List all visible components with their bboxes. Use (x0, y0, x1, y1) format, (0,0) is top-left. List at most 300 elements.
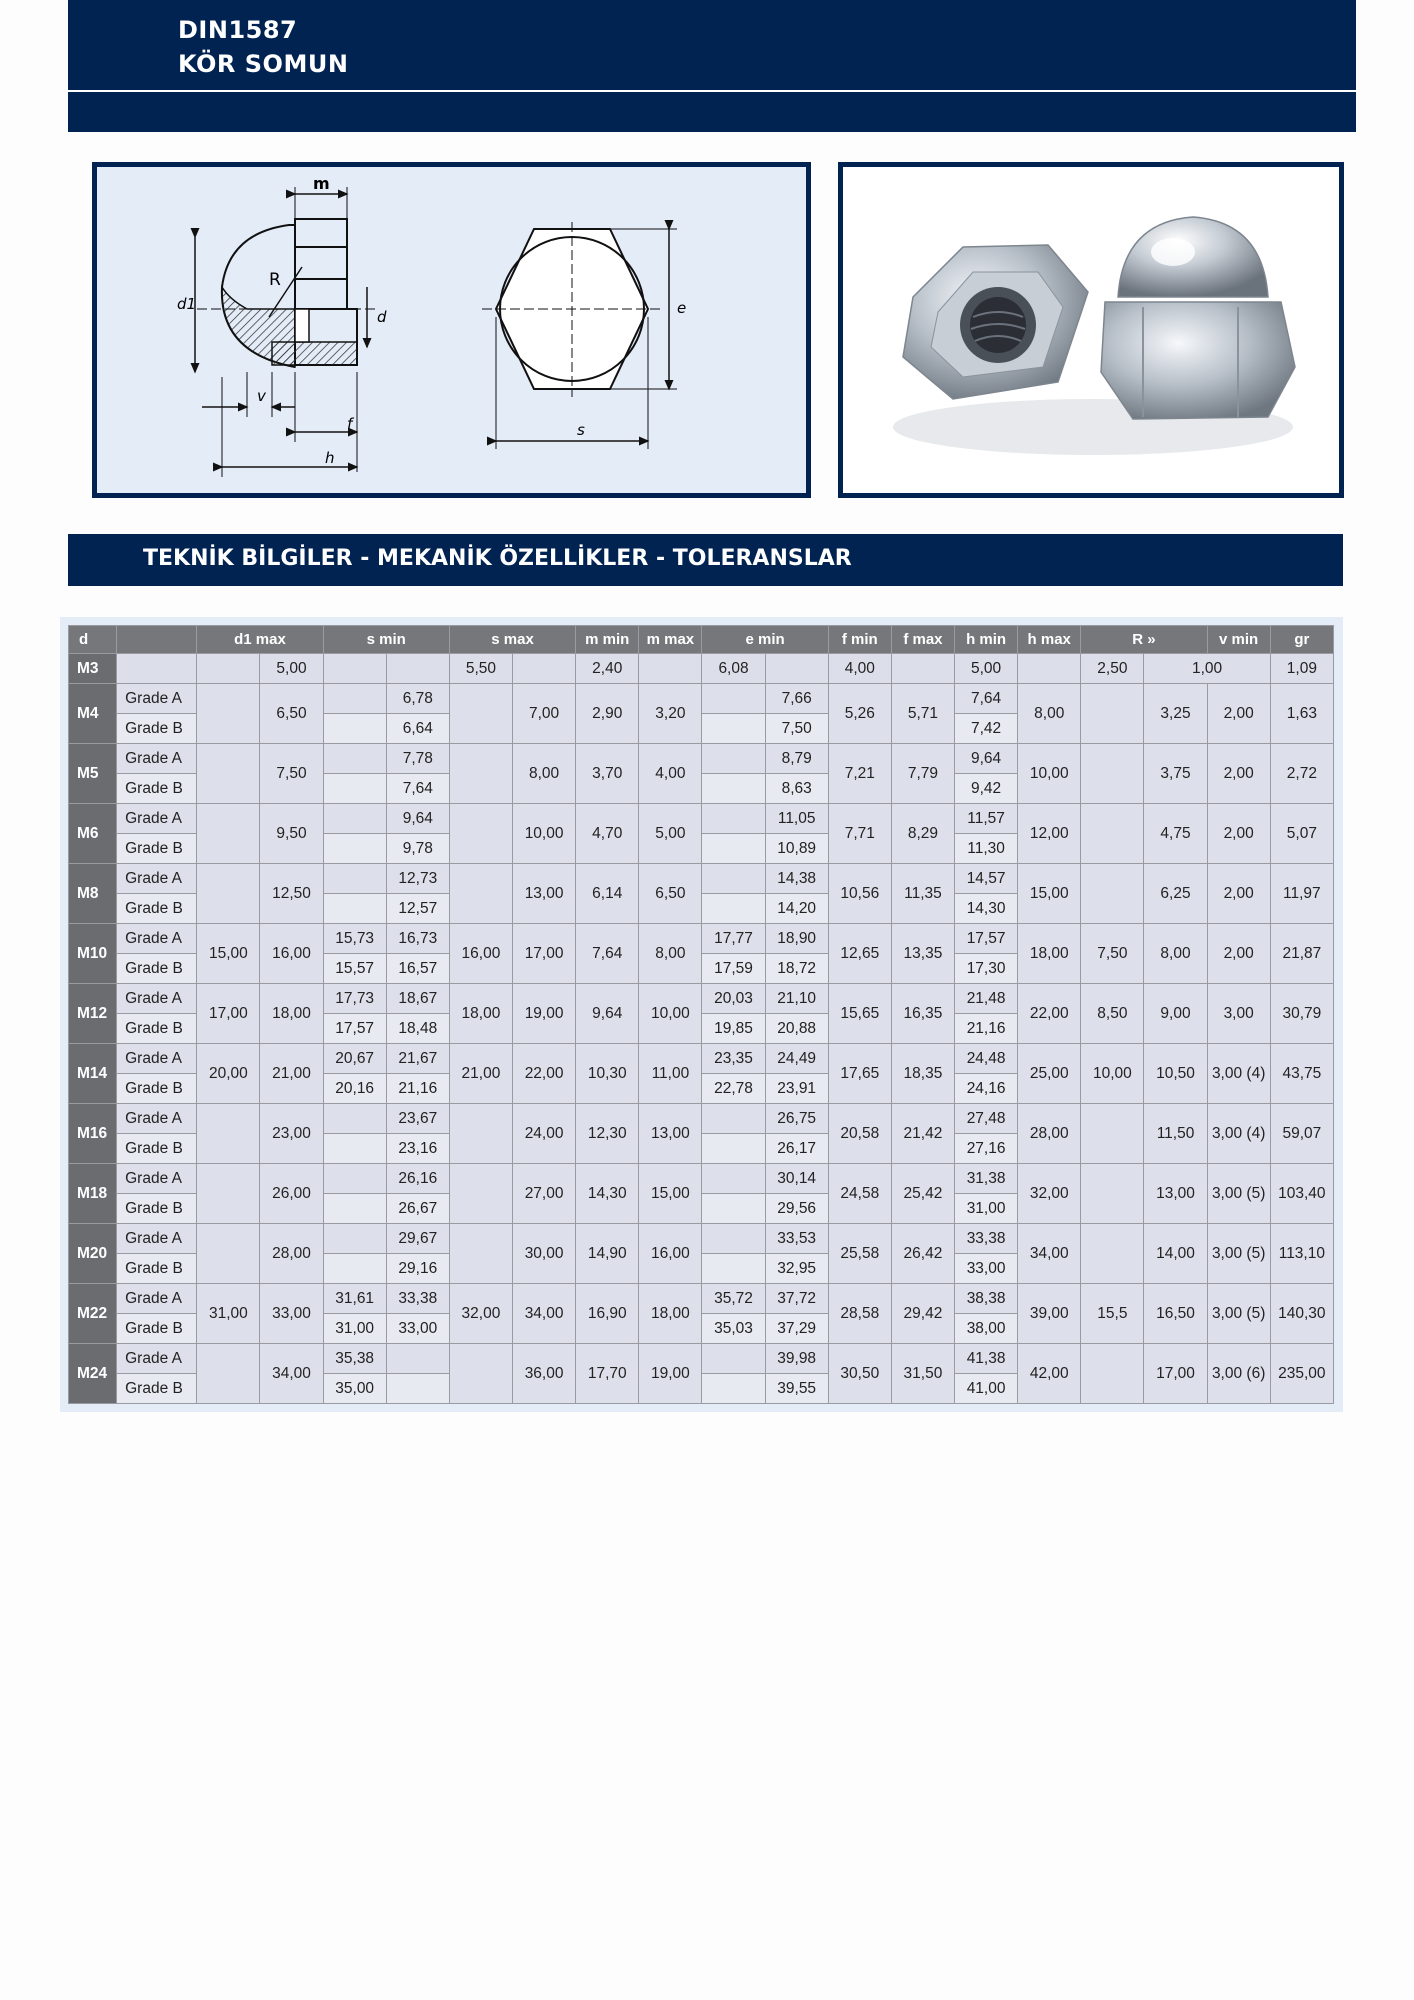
cell-grade: Grade A (117, 1044, 197, 1074)
cell-value (1081, 1104, 1144, 1164)
cell-value: 9,78 (386, 834, 449, 864)
cell-value (891, 654, 954, 684)
cell-value: 21,87 (1270, 924, 1333, 984)
cell-value (323, 804, 386, 834)
col-s-max: s max (449, 626, 575, 654)
col-e-min: e min (702, 626, 828, 654)
cell-value (197, 684, 260, 744)
label-e: e (677, 299, 687, 317)
cell-value: 2,00 (1207, 804, 1270, 864)
cell-value: 14,20 (765, 894, 828, 924)
cell-value: 30,14 (765, 1164, 828, 1194)
cell-value: 29,42 (891, 1284, 954, 1344)
cell-size: M18 (69, 1164, 117, 1224)
table-row (69, 1104, 1334, 1134)
cell-value: 7,78 (386, 744, 449, 774)
cell-value (702, 744, 765, 774)
cell-value: 18,00 (1018, 924, 1081, 984)
cell-value: 35,00 (323, 1374, 386, 1404)
cell-value: 3,00 (5) (1207, 1224, 1270, 1284)
col-f-min: f min (828, 626, 891, 654)
table-row (69, 1164, 1334, 1194)
cell-value: 39,98 (765, 1344, 828, 1374)
table-row (69, 864, 1334, 894)
cell-value: 2,00 (1207, 924, 1270, 984)
cell-value (702, 1374, 765, 1404)
table-row (69, 654, 1334, 684)
cell-value (702, 1224, 765, 1254)
cell-value: 11,50 (1144, 1104, 1207, 1164)
cell-size: M24 (69, 1344, 117, 1404)
cell-grade: Grade B (117, 1374, 197, 1404)
table-row (69, 804, 1334, 834)
cell-value: 35,03 (702, 1314, 765, 1344)
cell-value: 27,16 (955, 1134, 1018, 1164)
cell-value: 20,67 (323, 1044, 386, 1074)
cell-value: 12,65 (828, 924, 891, 984)
cell-value: 41,00 (955, 1374, 1018, 1404)
cell-value (702, 1344, 765, 1374)
cell-grade: Grade B (117, 1014, 197, 1044)
cell-value (197, 1164, 260, 1224)
cell-value: 7,50 (260, 744, 323, 804)
table-row (69, 1344, 1334, 1374)
cell-value (765, 654, 828, 684)
cell-value: 16,00 (639, 1224, 702, 1284)
cell-value: 19,00 (639, 1344, 702, 1404)
cell-value: 8,00 (1018, 684, 1081, 744)
cell-value (1081, 1164, 1144, 1224)
cell-value (197, 744, 260, 804)
cell-value: 6,50 (260, 684, 323, 744)
cell-value: 28,00 (1018, 1104, 1081, 1164)
cell-grade: Grade B (117, 954, 197, 984)
cell-grade (117, 654, 197, 684)
col-v-min: v min (1207, 626, 1270, 654)
cell-value: 23,16 (386, 1134, 449, 1164)
cell-value: 38,38 (955, 1284, 1018, 1314)
cell-value: 103,40 (1270, 1164, 1333, 1224)
cell-value: 16,90 (576, 1284, 639, 1344)
cell-value: 18,48 (386, 1014, 449, 1044)
cell-value (702, 714, 765, 744)
cell-value: 9,00 (1144, 984, 1207, 1044)
cell-value: 20,88 (765, 1014, 828, 1044)
cell-grade: Grade A (117, 804, 197, 834)
cell-value: 12,00 (1018, 804, 1081, 864)
cell-value: 17,00 (197, 984, 260, 1044)
cell-grade: Grade A (117, 924, 197, 954)
cell-value: 16,57 (386, 954, 449, 984)
section-title: TEKNİK BİLGİLER - MEKANİK ÖZELLİKLER - TOLERANSLAR (143, 546, 852, 571)
cap-nut-photo (843, 167, 1339, 493)
cell-value: 24,58 (828, 1164, 891, 1224)
cell-grade: Grade A (117, 864, 197, 894)
cell-value: 26,00 (260, 1164, 323, 1224)
cell-grade: Grade B (117, 1254, 197, 1284)
cell-value: 37,29 (765, 1314, 828, 1344)
cell-value: 26,42 (891, 1224, 954, 1284)
label-d1: d1 (177, 295, 197, 313)
cell-value: 140,30 (1270, 1284, 1333, 1344)
cell-grade: Grade A (117, 1164, 197, 1194)
label-v: v (257, 387, 266, 405)
col-h-max: h max (1018, 626, 1081, 654)
cell-value (1081, 804, 1144, 864)
technical-drawing (92, 162, 811, 498)
cell-value: 10,00 (513, 804, 576, 864)
cell-value (386, 654, 449, 684)
cell-value: 7,64 (955, 684, 1018, 714)
cell-value: 34,00 (1018, 1224, 1081, 1284)
table-row (69, 984, 1334, 1014)
product-name: KÖR SOMUN (178, 50, 349, 78)
cell-value (386, 1374, 449, 1404)
cell-value: 10,30 (576, 1044, 639, 1104)
cell-value (323, 1254, 386, 1284)
col-grade (117, 626, 197, 654)
cell-value (197, 1104, 260, 1164)
cell-value: 16,00 (449, 924, 512, 984)
cell-value: 8,00 (1144, 924, 1207, 984)
cell-value: 3,00 (5) (1207, 1164, 1270, 1224)
cell-value: 8,50 (1081, 984, 1144, 1044)
cell-value: 3,20 (639, 684, 702, 744)
cell-value: 3,70 (576, 744, 639, 804)
header-divider (68, 90, 1356, 92)
cell-value: 15,73 (323, 924, 386, 954)
cell-value: 27,48 (955, 1104, 1018, 1134)
cell-value (449, 1164, 512, 1224)
cell-value: 13,35 (891, 924, 954, 984)
cell-value: 39,00 (1018, 1284, 1081, 1344)
col-r: R » (1081, 626, 1207, 654)
cell-value: 31,38 (955, 1164, 1018, 1194)
cell-value: 11,97 (1270, 864, 1333, 924)
cell-value: 7,66 (765, 684, 828, 714)
cell-value: 16,73 (386, 924, 449, 954)
cell-value: 12,50 (260, 864, 323, 924)
cell-value (323, 1194, 386, 1224)
cell-value: 7,64 (386, 774, 449, 804)
cell-value: 10,56 (828, 864, 891, 924)
cell-value: 33,53 (765, 1224, 828, 1254)
cell-value: 1,09 (1270, 654, 1333, 684)
cell-size: M16 (69, 1104, 117, 1164)
cell-value: 14,38 (765, 864, 828, 894)
table-row (69, 1044, 1334, 1074)
cell-value: 24,00 (513, 1104, 576, 1164)
cell-size: M5 (69, 744, 117, 804)
col-m-max: m max (639, 626, 702, 654)
cell-value (449, 1104, 512, 1164)
cell-value: 3,75 (1144, 744, 1207, 804)
cell-value: 9,64 (955, 744, 1018, 774)
cell-value: 1,00 (1144, 654, 1270, 684)
table-row (69, 924, 1334, 954)
cell-value: 21,67 (386, 1044, 449, 1074)
cell-value: 31,00 (197, 1284, 260, 1344)
cell-value: 7,64 (576, 924, 639, 984)
cell-value (323, 744, 386, 774)
cell-value: 6,78 (386, 684, 449, 714)
cell-value: 8,00 (639, 924, 702, 984)
cell-value: 8,29 (891, 804, 954, 864)
cell-value: 37,72 (765, 1284, 828, 1314)
cell-value (323, 834, 386, 864)
product-code: DIN1587 (178, 16, 298, 44)
cell-value: 35,72 (702, 1284, 765, 1314)
cell-value: 6,64 (386, 714, 449, 744)
drawing-svg (97, 167, 806, 493)
cell-size: M20 (69, 1224, 117, 1284)
cell-value: 3,00 (5) (1207, 1284, 1270, 1344)
cell-value: 19,00 (513, 984, 576, 1044)
cell-value: 10,00 (639, 984, 702, 1044)
cell-value (197, 864, 260, 924)
cell-value: 11,57 (955, 804, 1018, 834)
cell-value: 20,00 (197, 1044, 260, 1104)
cell-value: 23,67 (386, 1104, 449, 1134)
cell-value: 26,16 (386, 1164, 449, 1194)
cell-value (323, 684, 386, 714)
cell-size: M8 (69, 864, 117, 924)
cell-value: 17,00 (1144, 1344, 1207, 1404)
cell-value (449, 744, 512, 804)
header-bar (68, 0, 1356, 132)
cell-size: M22 (69, 1284, 117, 1344)
cell-grade: Grade B (117, 714, 197, 744)
cell-value (197, 804, 260, 864)
cell-grade: Grade A (117, 1284, 197, 1314)
cell-grade: Grade A (117, 684, 197, 714)
cell-value (386, 1344, 449, 1374)
cell-value: 21,00 (449, 1044, 512, 1104)
cell-grade: Grade A (117, 1344, 197, 1374)
cell-size: M6 (69, 804, 117, 864)
cell-value (702, 1134, 765, 1164)
cell-value: 20,03 (702, 984, 765, 1014)
cell-value: 7,00 (513, 684, 576, 744)
cell-value (449, 1344, 512, 1404)
cell-value: 23,00 (260, 1104, 323, 1164)
product-photo (838, 162, 1344, 498)
spec-table-panel (60, 617, 1343, 1412)
cell-size: M10 (69, 924, 117, 984)
cell-value: 30,50 (828, 1344, 891, 1404)
cell-value: 41,38 (955, 1344, 1018, 1374)
cell-value (702, 1104, 765, 1134)
cell-value: 7,21 (828, 744, 891, 804)
cell-value: 10,89 (765, 834, 828, 864)
cell-value: 33,00 (955, 1254, 1018, 1284)
cell-value: 235,00 (1270, 1344, 1333, 1404)
cell-value: 30,79 (1270, 984, 1333, 1044)
col-m-min: m min (576, 626, 639, 654)
cell-value (702, 1164, 765, 1194)
cell-value (702, 864, 765, 894)
cell-grade: Grade B (117, 1194, 197, 1224)
cell-value (449, 864, 512, 924)
cell-value: 4,00 (828, 654, 891, 684)
cell-value (323, 654, 386, 684)
cell-value: 7,50 (1081, 924, 1144, 984)
cell-value: 5,07 (1270, 804, 1333, 864)
cell-value (197, 1344, 260, 1404)
cell-value: 7,79 (891, 744, 954, 804)
cell-value: 32,00 (449, 1284, 512, 1344)
label-r: R (269, 270, 281, 290)
cell-value: 21,16 (386, 1074, 449, 1104)
spec-table (68, 625, 1334, 1404)
cell-value: 16,50 (1144, 1284, 1207, 1344)
cell-value: 4,70 (576, 804, 639, 864)
cell-value: 14,30 (576, 1164, 639, 1224)
cell-value: 18,35 (891, 1044, 954, 1104)
cell-value: 15,00 (197, 924, 260, 984)
section-title-bar (68, 534, 1343, 586)
col-d: d (69, 626, 117, 654)
cell-value: 33,38 (955, 1224, 1018, 1254)
cell-value (702, 684, 765, 714)
cell-value (702, 804, 765, 834)
cell-value (702, 1254, 765, 1284)
cell-value: 5,71 (891, 684, 954, 744)
label-h: h (325, 449, 335, 467)
table-row (69, 1224, 1334, 1254)
cell-value: 1,63 (1270, 684, 1333, 744)
cell-value: 20,58 (828, 1104, 891, 1164)
cell-value: 17,00 (513, 924, 576, 984)
cell-value: 7,50 (765, 714, 828, 744)
cell-value: 24,16 (955, 1074, 1018, 1104)
cell-value: 21,00 (260, 1044, 323, 1104)
cell-value: 31,00 (323, 1314, 386, 1344)
cell-size: M4 (69, 684, 117, 744)
cell-value: 7,42 (955, 714, 1018, 744)
cell-value: 4,00 (639, 744, 702, 804)
cell-value: 10,50 (1144, 1044, 1207, 1104)
cell-value: 11,00 (639, 1044, 702, 1104)
cell-value: 39,55 (765, 1374, 828, 1404)
cell-value: 14,90 (576, 1224, 639, 1284)
cell-value: 17,30 (955, 954, 1018, 984)
cell-value: 2,00 (1207, 864, 1270, 924)
cell-value: 21,42 (891, 1104, 954, 1164)
cell-value: 34,00 (513, 1284, 576, 1344)
cell-value: 15,00 (639, 1164, 702, 1224)
cell-value: 26,75 (765, 1104, 828, 1134)
cell-value: 21,16 (955, 1014, 1018, 1044)
cell-value: 9,50 (260, 804, 323, 864)
cell-value (702, 774, 765, 804)
cell-value: 25,58 (828, 1224, 891, 1284)
cell-value: 26,67 (386, 1194, 449, 1224)
cell-value: 28,00 (260, 1224, 323, 1284)
cell-value: 3,00 (1207, 984, 1270, 1044)
cell-value: 23,91 (765, 1074, 828, 1104)
cell-value (323, 1164, 386, 1194)
cell-grade: Grade A (117, 1104, 197, 1134)
col-h-min: h min (955, 626, 1018, 654)
cell-value: 14,57 (955, 864, 1018, 894)
cell-value (323, 1104, 386, 1134)
cell-value: 5,00 (639, 804, 702, 864)
cell-value: 26,17 (765, 1134, 828, 1164)
cell-value: 15,00 (1018, 864, 1081, 924)
table-row (69, 1284, 1334, 1314)
table-header-row (69, 626, 1334, 654)
cell-size: M3 (69, 654, 117, 684)
cell-value: 32,00 (1018, 1164, 1081, 1224)
cell-value: 38,00 (955, 1314, 1018, 1344)
cell-value (702, 1194, 765, 1224)
cell-value: 7,71 (828, 804, 891, 864)
cell-value: 8,63 (765, 774, 828, 804)
col-f-max: f max (891, 626, 954, 654)
cell-value (323, 1224, 386, 1254)
cell-value: 2,90 (576, 684, 639, 744)
cell-value: 4,75 (1144, 804, 1207, 864)
cell-value: 32,95 (765, 1254, 828, 1284)
cell-value: 3,00 (4) (1207, 1104, 1270, 1164)
cell-value: 16,00 (260, 924, 323, 984)
cell-value: 12,57 (386, 894, 449, 924)
cell-value: 11,35 (891, 864, 954, 924)
table-row (69, 744, 1334, 774)
cell-grade: Grade B (117, 894, 197, 924)
cell-value: 2,40 (576, 654, 639, 684)
cell-value: 17,57 (955, 924, 1018, 954)
cell-value: 2,50 (1081, 654, 1144, 684)
cell-value: 6,14 (576, 864, 639, 924)
cell-value: 17,73 (323, 984, 386, 1014)
cell-value: 17,59 (702, 954, 765, 984)
cell-value (639, 654, 702, 684)
cell-value: 36,00 (513, 1344, 576, 1404)
cell-value: 18,67 (386, 984, 449, 1014)
cell-value: 9,42 (955, 774, 1018, 804)
cell-value: 17,70 (576, 1344, 639, 1404)
cell-value (702, 834, 765, 864)
cell-value: 11,30 (955, 834, 1018, 864)
cell-value: 28,58 (828, 1284, 891, 1344)
cell-size: M12 (69, 984, 117, 1044)
cell-value (197, 654, 260, 684)
cell-value: 31,61 (323, 1284, 386, 1314)
cell-value: 14,00 (1144, 1224, 1207, 1284)
cell-value: 17,65 (828, 1044, 891, 1104)
label-m: m (313, 174, 330, 193)
cell-value (1081, 744, 1144, 804)
cell-value: 31,50 (891, 1344, 954, 1404)
cell-value: 23,35 (702, 1044, 765, 1074)
cell-value: 24,48 (955, 1044, 1018, 1074)
cell-value: 22,00 (1018, 984, 1081, 1044)
cell-value: 22,78 (702, 1074, 765, 1104)
cell-value: 25,00 (1018, 1044, 1081, 1104)
cell-value: 35,38 (323, 1344, 386, 1374)
cell-grade: Grade B (117, 1074, 197, 1104)
cell-value: 13,00 (1144, 1164, 1207, 1224)
cell-value: 43,75 (1270, 1044, 1333, 1104)
cell-value (1081, 864, 1144, 924)
cell-value: 22,00 (513, 1044, 576, 1104)
cell-value: 18,00 (639, 1284, 702, 1344)
label-d: d (377, 308, 387, 326)
cell-value (197, 1224, 260, 1284)
cell-value: 14,30 (955, 894, 1018, 924)
